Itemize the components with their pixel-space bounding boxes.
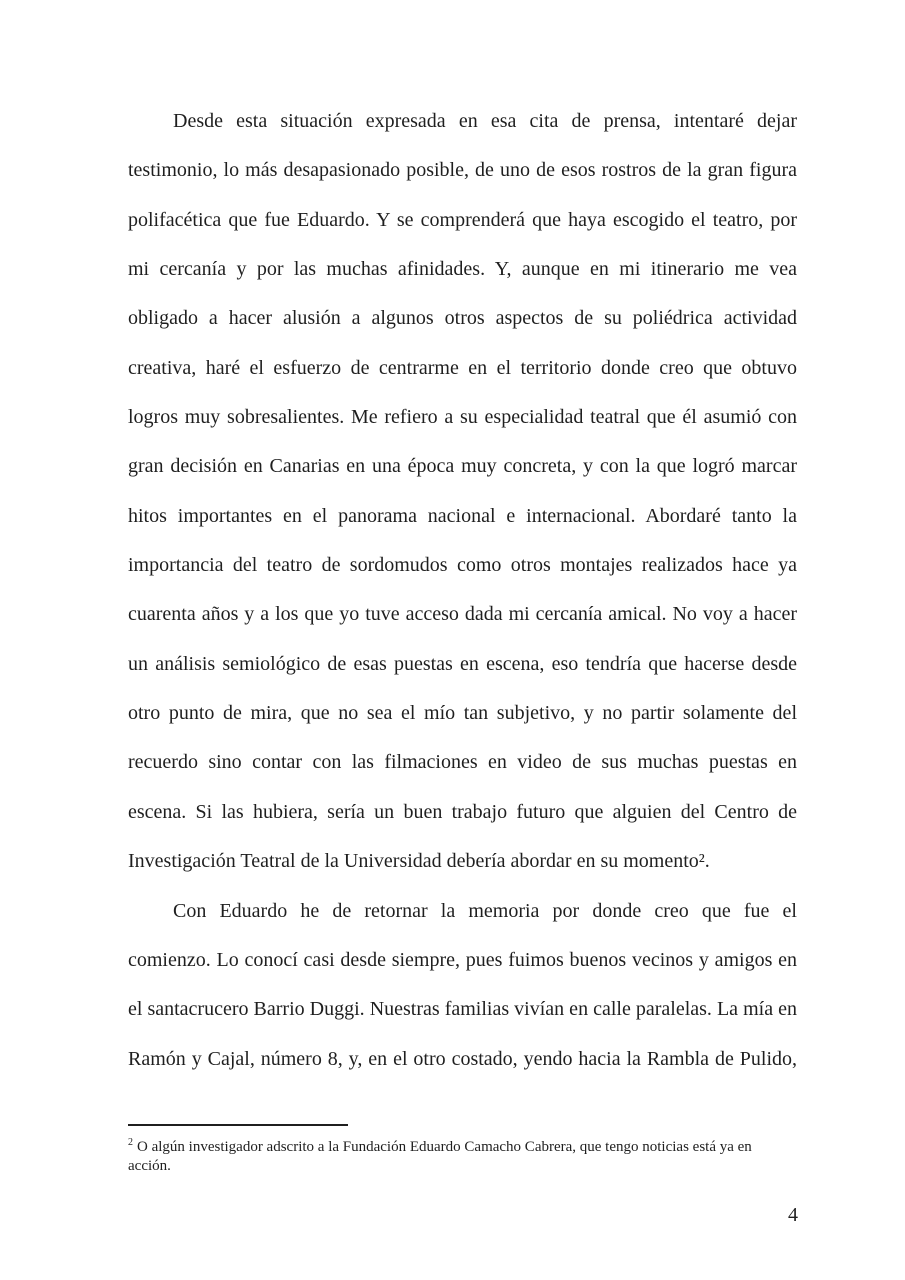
text-line (128, 393, 797, 442)
footnote-text: O algún investigador adscrito a la Fundación Eduardo Camacho Cabrera, que tengo noticias está ya en (137, 1139, 752, 1155)
footnote-separator (128, 1124, 348, 1126)
text-line-content: testimonio, lo más desapasionado posible, de uno de esos rostros de la gran figura (128, 159, 797, 182)
text-line (128, 146, 797, 195)
text-line-content: logros muy sobresalientes. Me refiero a su especialidad teatral que él asumió con (128, 406, 797, 429)
text-line-content: comienzo. Lo conocí casi desde siempre, pues fuimos buenos vecinos y amigos en (128, 948, 797, 971)
text-line (128, 196, 797, 245)
text-line (128, 245, 797, 294)
text-line (128, 788, 797, 837)
text-line (128, 1035, 797, 1084)
text-line-content: un análisis semiológico de esas puestas en escena, eso tendría que hacerse desde (128, 652, 797, 675)
footnote-line (128, 1157, 828, 1176)
text-line-content: recuerdo sino contar con las filmaciones en video de sus muchas puestas en (128, 751, 797, 774)
text-line (128, 936, 797, 985)
text-line-content: creativa, haré el esfuerzo de centrarme en el territorio donde creo que obtuvo (128, 356, 797, 379)
page-number: 4 (788, 1204, 798, 1226)
text-line-content: hitos importantes en el panorama nacional e internacional. Abordaré tanto la (128, 504, 797, 527)
text-line (128, 442, 797, 491)
text-line-content: Con Eduardo he de retornar la memoria por donde creo que fue el (173, 899, 797, 922)
footnote-marker: 2 (128, 1137, 133, 1148)
text-line-content: mi cercanía y por las muchas afinidades. Y, aunque en mi itinerario me vea (128, 258, 797, 281)
text-line (128, 492, 797, 541)
text-line (128, 887, 797, 936)
footnote (128, 1133, 828, 1176)
text-line (128, 689, 797, 738)
text-line (128, 344, 797, 393)
text-line (128, 294, 797, 343)
text-line-content: escena. Si las hubiera, sería un buen trabajo futuro que alguien del Centro de (128, 800, 797, 823)
text-line (128, 985, 797, 1034)
footnote-line (128, 1133, 828, 1157)
text-line-content: cuarenta años y a los que yo tuve acceso dada mi cercanía amical. No voy a hacer (128, 603, 797, 626)
text-line-content: obligado a hacer alusión a algunos otros aspectos de su poliédrica actividad (128, 307, 797, 330)
footnote-text: acción. (128, 1158, 171, 1174)
text-line (128, 738, 797, 787)
text-line-content: Desde esta situación expresada en esa cita de prensa, intentaré dejar (173, 110, 797, 132)
text-line (128, 541, 797, 590)
text-line (128, 640, 797, 689)
body-text (128, 97, 797, 1084)
text-line-content: importancia del teatro de sordomudos como otros montajes realizados hace ya (128, 554, 797, 577)
text-line (128, 837, 797, 886)
text-line-content: polifacética que fue Eduardo. Y se comprenderá que haya escogido el teatro, por (128, 208, 797, 231)
text-line-content: el santacrucero Barrio Duggi. Nuestras familias vivían en calle paralelas. La mía en (128, 998, 797, 1021)
text-line-content: gran decisión en Canarias en una época muy concreta, y con la que logró marcar (128, 455, 797, 478)
text-line-content: otro punto de mira, que no sea el mío tan subjetivo, y no partir solamente del (128, 702, 797, 725)
text-line-content: Investigación Teatral de la Universidad debería abordar en su momento². (128, 850, 710, 873)
text-line (128, 590, 797, 639)
text-line (128, 97, 797, 146)
text-line-content: Ramón y Cajal, número 8, y, en el otro costado, yendo hacia la Rambla de Pulido, (128, 1047, 797, 1070)
